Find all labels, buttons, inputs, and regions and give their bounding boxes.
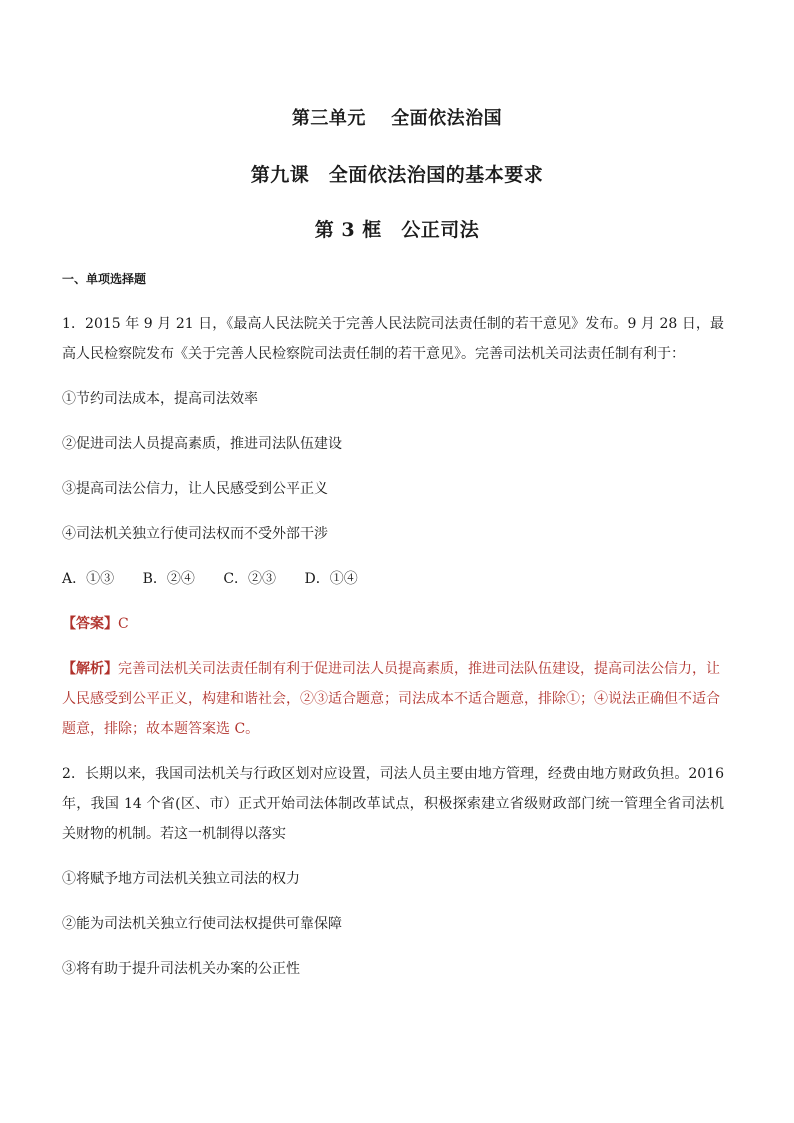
choice-d: D．①④	[304, 571, 358, 587]
choice-a: A．①③	[62, 571, 115, 587]
question-2-option-2: ②能为司法机关独立行使司法权提供可靠保障	[62, 916, 342, 932]
question-1-option-1: ①节约司法成本，提高司法效率	[62, 391, 258, 407]
choice-c: C．②③	[223, 571, 277, 587]
question-1-option-4: ④司法机关独立行使司法权而不受外部干涉	[62, 526, 328, 542]
part-heading: 一、单项选择题	[62, 272, 147, 286]
question-2-option-3: ③将有助于提升司法机关办案的公正性	[62, 961, 300, 977]
question-1-option-2: ②促进司法人员提高素质，推进司法队伍建设	[62, 436, 342, 452]
question-1-stem: 1．2015 年 9 月 21 日，《最高人民法院关于完善人民法院司法责任制的若干意见》发布。9 月 28 日，最高人民检察院发布《关于完善人民检察院司法责任制的若干意见》。完善司法机关司法责任制有利于：	[62, 316, 724, 362]
question-1-choices	[62, 564, 724, 594]
section-title: 第 3 框 公正司法	[314, 219, 480, 241]
question-1-analysis	[62, 654, 724, 744]
lesson-title: 第九课 全面依法治国的基本要求	[250, 164, 544, 186]
question-1-answer	[62, 609, 724, 639]
answer-tag: 【答案】	[62, 616, 118, 632]
question-2-option-1: ①将赋予地方司法机关独立司法的权力	[62, 871, 300, 887]
document-body	[62, 270, 724, 999]
unit-title: 第三单元 全面依法治国	[291, 108, 503, 129]
question-1-option-3: ③提高司法公信力，让人民感受到公平正义	[62, 481, 328, 497]
question-2-stem: 2．长期以来，我国司法机关与行政区划对应设置，司法人员主要由地方管理，经费由地方财政负担。2016 年，我国 14 个省(区、市）正式开始司法体制改革试点，积极探索建立省级财政部门统一管理全省司法机关财物的机制。若这一机制得以落实	[62, 766, 724, 842]
answer-value: C	[118, 616, 129, 632]
choice-b: B．②④	[142, 571, 195, 587]
analysis-text: 完善司法机关司法责任制有利于促进司法人员提高素质，推进司法队伍建设，提高司法公信力，让人民感受到公平正义，构建和谐社会，②③适合题意；司法成本不适合题意，排除①；④说法正确但不适合题意，排除；故本题答案选 C。	[62, 661, 720, 737]
analysis-tag: 【解析】	[62, 661, 118, 677]
